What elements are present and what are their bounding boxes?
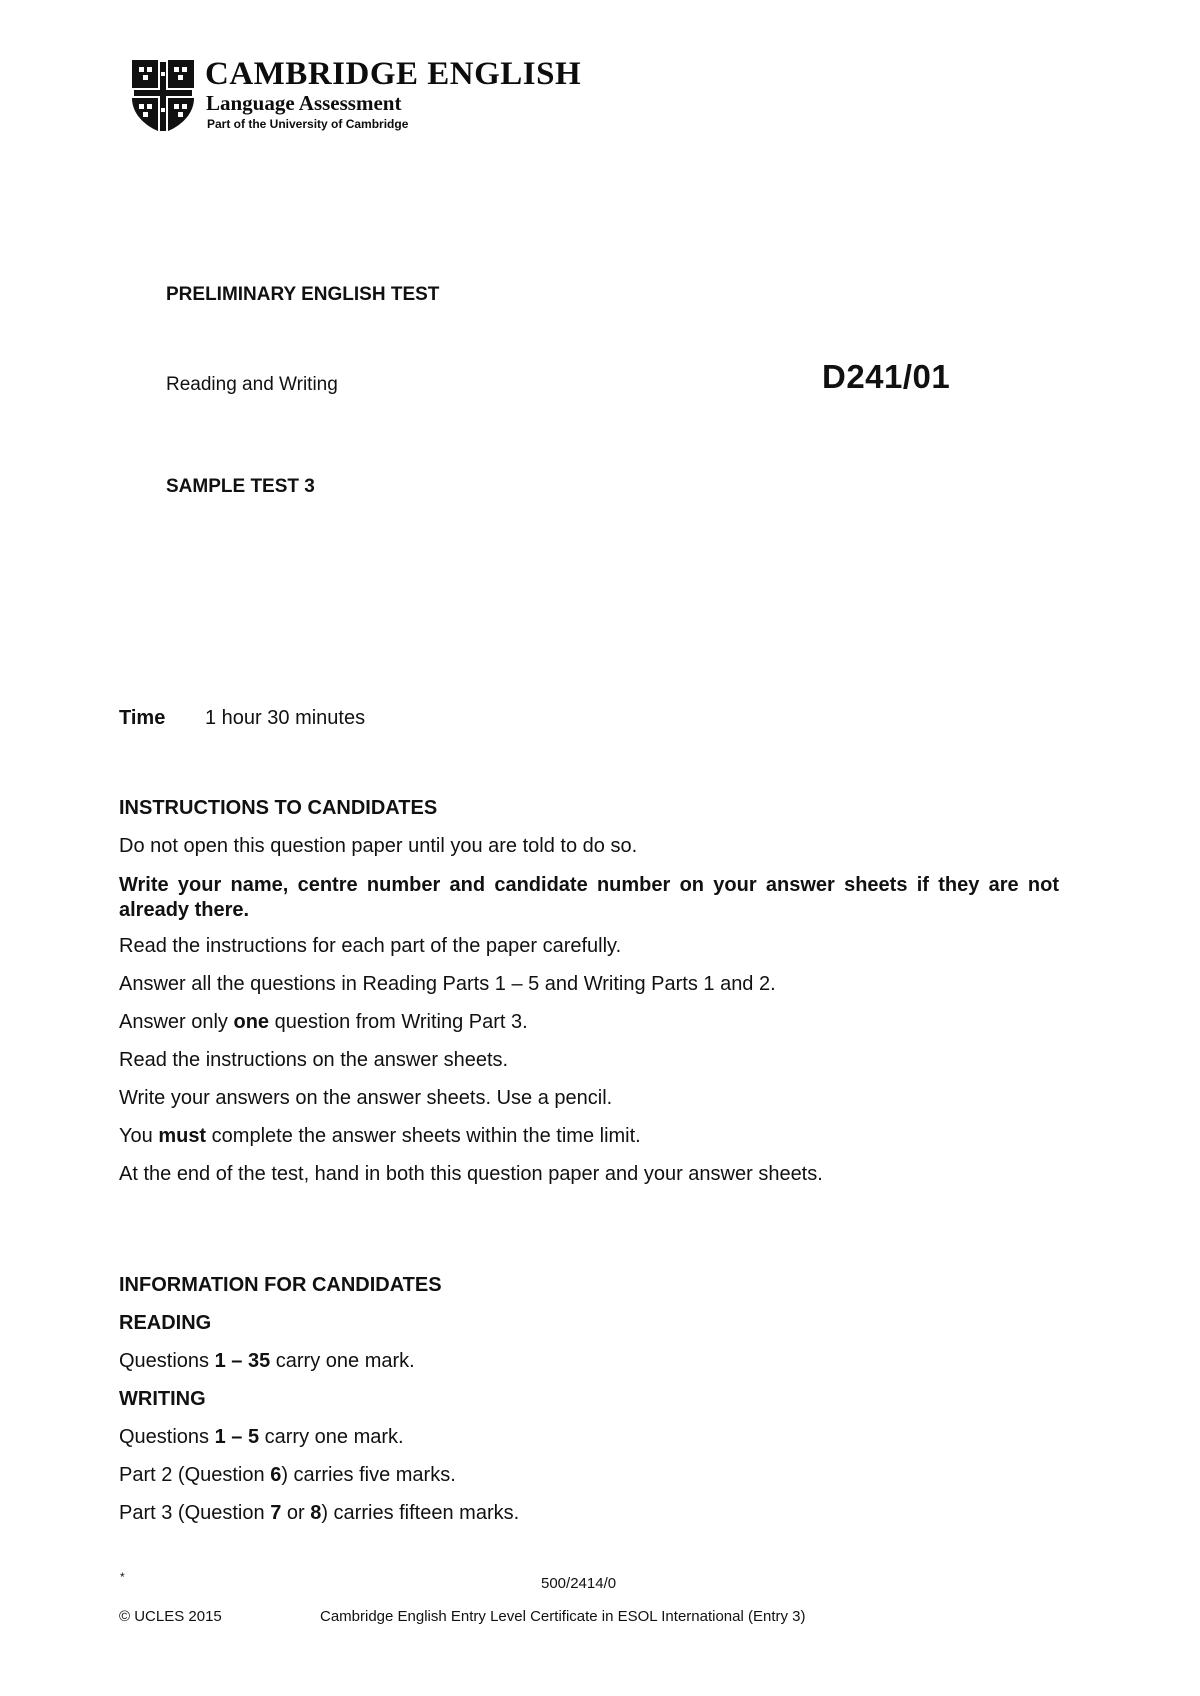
- instructions-heading: INSTRUCTIONS TO CANDIDATES: [119, 797, 438, 819]
- paper-code: D241/01: [822, 358, 951, 395]
- paper-name: Reading and Writing: [166, 374, 338, 395]
- emphasis-text: 6: [270, 1464, 282, 1486]
- emphasis-text: must: [158, 1125, 207, 1147]
- instruction-line: Answer all the questions in Reading Parts 1 – 5 and Writing Parts 1 and 2.: [119, 973, 776, 995]
- writing-heading: WRITING: [119, 1388, 206, 1410]
- footer-copyright: © UCLES 2015: [119, 1608, 222, 1625]
- emphasis-text: 1 – 35: [214, 1350, 271, 1372]
- logo-subtitle: Language Assessment: [206, 91, 402, 115]
- university-shield-icon: [130, 58, 196, 134]
- footer-code: 500/2414/0: [541, 1575, 617, 1592]
- footer-certificate: Cambridge English Entry Level Certificate in ESOL International (Entry 3): [320, 1608, 806, 1625]
- info-line: Questions 1 – 5 carry one mark.: [119, 1426, 404, 1448]
- reading-heading: READING: [119, 1312, 212, 1334]
- emphasis-text: 8: [310, 1502, 322, 1524]
- info-line: Part 2 (Question 6) carries five marks.: [119, 1464, 456, 1486]
- emphasis-text: 7: [270, 1502, 282, 1524]
- instruction-line: Answer only one question from Writing Part 3.: [119, 1011, 528, 1033]
- instruction-line: Write your answers on the answer sheets. Use a pencil.: [119, 1087, 613, 1109]
- information-heading: INFORMATION FOR CANDIDATES: [119, 1274, 442, 1296]
- instruction-line-bold: Write your name, centre number and candidate number on your answer sheets if they are not already there.: [119, 874, 1059, 921]
- info-line: Questions 1 – 35 carry one mark.: [119, 1350, 415, 1372]
- info-line: Part 3 (Question 7 or 8) carries fifteen marks.: [119, 1502, 520, 1524]
- logo-title: CAMBRIDGE ENGLISH: [205, 56, 582, 92]
- time-label: Time: [119, 707, 166, 729]
- emphasis-text: 1 – 5: [214, 1426, 260, 1448]
- emphasis-text: one: [233, 1011, 270, 1033]
- footer-mark: *: [120, 1570, 125, 1584]
- instruction-line: Read the instructions for each part of the paper carefully.: [119, 935, 622, 957]
- exam-title: PRELIMINARY ENGLISH TEST: [166, 284, 440, 305]
- logo-tagline: Part of the University of Cambridge: [207, 117, 409, 131]
- instruction-line: Do not open this question paper until you are told to do so.: [119, 835, 638, 857]
- instruction-line: You must complete the answer sheets within the time limit.: [119, 1125, 641, 1147]
- instruction-line: Read the instructions on the answer sheets.: [119, 1049, 509, 1071]
- instruction-line: At the end of the test, hand in both this question paper and your answer sheets.: [119, 1163, 823, 1185]
- sample-test-label: SAMPLE TEST 3: [166, 476, 315, 497]
- time-value: 1 hour 30 minutes: [205, 707, 366, 729]
